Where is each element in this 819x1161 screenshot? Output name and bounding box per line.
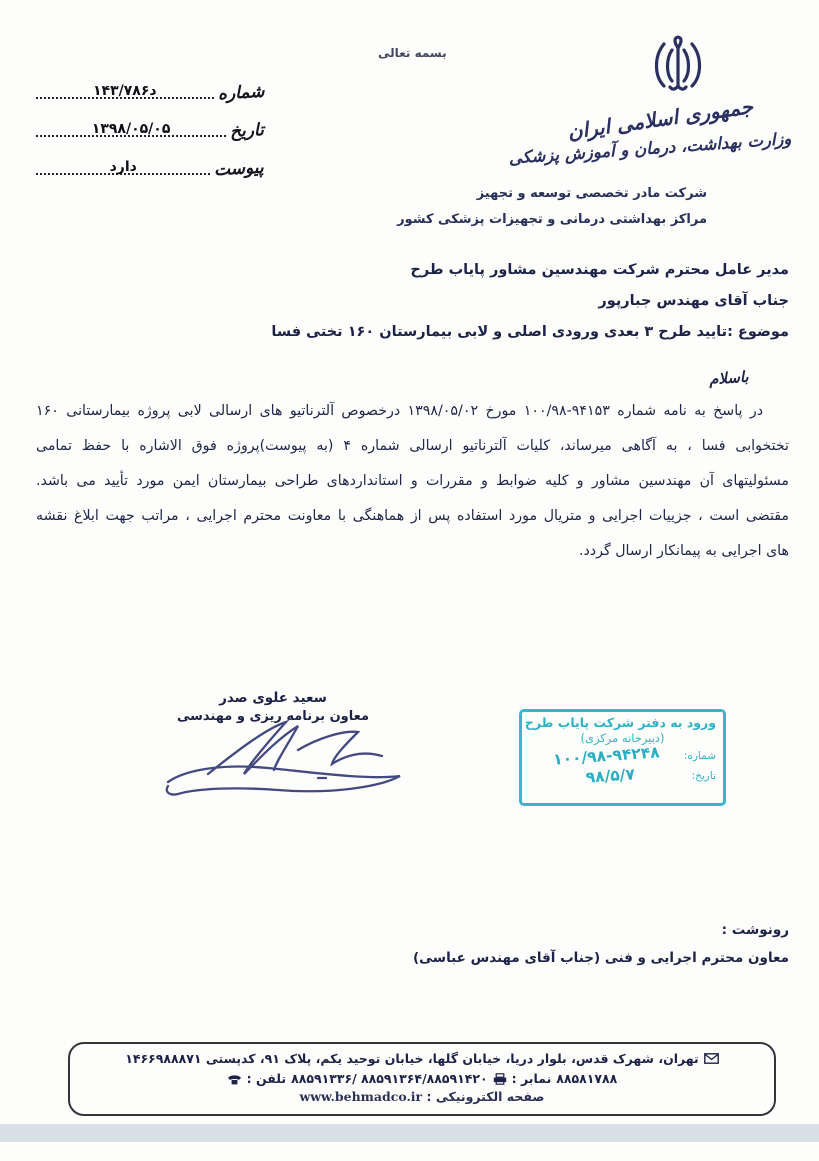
stamp-number-label: شماره: bbox=[683, 750, 716, 762]
org-name-line2: مراکز بهداشتی درمانی و تجهیزات پزشکی کشور bbox=[397, 212, 707, 227]
footer-address-text: تهران، شهرک قدس، بلوار دریا، خیابان گلها، خیابان توحید یکم، پلاک ۹۱، کدپستی ۱۴۶۶۹۸۸۸۷۱ bbox=[125, 1051, 699, 1066]
body-line: مقتضی است ، جزییات اجرایی و متریال مورد استفاده پس از هماهنگی با معاونت محترم اجرایی ، مراتب جهت ابلاغ نقشه bbox=[36, 508, 789, 524]
footer-website-line bbox=[70, 1089, 774, 1104]
footer-phone-numbers: ۸۸۵۹۱۳۳۶/ ۸۸۵۹۱۳۶۴/۸۸۵۹۱۴۲۰ bbox=[291, 1071, 488, 1086]
body-line: تختخوابی فسا ، به آگاهی میرساند، کلیات آلترناتیو ارسالی شماره ۴ (به پیوست)پروژه فوق الاشاره با حفظ تمامی bbox=[36, 438, 789, 454]
ref-number-row bbox=[36, 78, 264, 103]
body-line: مسئولیتهای آن مهندسین مشاور و کلیه ضوابط و مقررات و استانداردهای طراحی بیمارستان ایمن مورد تأیید می باشد. bbox=[36, 473, 789, 489]
bismillah-text: بسمه تعالی bbox=[378, 46, 447, 60]
ref-date-value: ۱۳۹۸/۰۵/۰۵ bbox=[91, 121, 171, 137]
scan-edge-band bbox=[0, 1124, 819, 1142]
stamp-title: ورود به دفتر شرکت پایاب طرح bbox=[524, 715, 716, 730]
salutation-text: باسلام bbox=[708, 367, 750, 389]
iran-emblem-icon bbox=[634, 34, 722, 98]
ref-date-label: تاریخ bbox=[229, 120, 265, 142]
ref-number-leader bbox=[36, 78, 214, 99]
stamp-date-row bbox=[529, 767, 716, 785]
footer-fax-number: ۸۸۵۸۱۷۸۸ bbox=[556, 1071, 618, 1086]
body-line: در پاسخ به نامه شماره ۹۴۱۵۳-۱۰۰/۹۸ مورخ ۱۳۹۸/۰۵/۰۲ درخصوص آلترناتیو های ارسالی لابی پروژه بیمارستانی ۱۶۰ bbox=[36, 403, 764, 419]
subject-line: موضوع :تایید طرح ۳ بعدی ورودی اصلی و لابی بیمارستان ۱۶۰ تختی فسا bbox=[271, 324, 789, 340]
stamp-date-value: ۹۸/۵/۷ bbox=[585, 765, 636, 787]
org-name-line1: شرکت مادر تخصصی توسعه و تجهیز bbox=[476, 186, 707, 201]
stamp-subtitle: (دبیرخانه مرکزی) bbox=[580, 731, 665, 745]
footer-address-line bbox=[70, 1051, 774, 1066]
cc-label: رونوشت : bbox=[721, 922, 789, 938]
footer-phone-label: تلفن : bbox=[246, 1071, 287, 1086]
footer-phone-line bbox=[70, 1071, 774, 1086]
footer-contact-box bbox=[68, 1042, 776, 1116]
ref-attachment-leader bbox=[36, 154, 210, 175]
recipient-line2: جناب آقای مهندس جبارپور bbox=[598, 293, 789, 309]
fax-printer-icon bbox=[493, 1073, 507, 1085]
ref-number-label: شماره bbox=[217, 81, 265, 105]
envelope-icon bbox=[704, 1053, 719, 1064]
ref-date-row bbox=[36, 116, 264, 141]
signatory-title: معاون برنامه ریزی و مهندسی bbox=[176, 709, 370, 724]
recipient-line1: مدیر عامل محترم شرکت مهندسین مشاور پایاب طرح bbox=[410, 262, 789, 278]
gov-calligraphy-line2: وزارت بهداشت، درمان و آموزش پزشکی bbox=[507, 129, 792, 168]
footer-website-url: www.behmadco.ir bbox=[299, 1089, 423, 1104]
ref-attachment-label: پیوست bbox=[213, 157, 265, 181]
body-line: های اجرایی به پیمانکار ارسال گردد. bbox=[578, 543, 789, 559]
handwritten-signature bbox=[148, 716, 448, 804]
stamp-number-value: ۱۰۰/۹۸-۹۴۲۴۸ bbox=[552, 743, 661, 769]
footer-website-label: صفحه الکترونیکی : bbox=[426, 1089, 545, 1104]
receipt-stamp bbox=[519, 709, 726, 806]
ref-number-value: د۱۴۳/۷۸۶ bbox=[93, 83, 157, 99]
gov-calligraphy-line1: جمهوری اسلامی ایران bbox=[566, 94, 755, 144]
phone-icon bbox=[227, 1073, 242, 1085]
ref-attachment-row bbox=[36, 154, 264, 179]
footer-fax-label: نمابر : bbox=[511, 1071, 552, 1086]
signatory-name: سعید علوی صدر bbox=[219, 690, 327, 706]
reference-fields bbox=[36, 78, 264, 192]
ref-attachment-value: دارد bbox=[109, 159, 137, 175]
cc-recipient: معاون محترم اجرایی و فنی (جناب آقای مهندس عباسی) bbox=[412, 950, 789, 966]
stamp-date-label: تاریخ: bbox=[691, 770, 716, 782]
ref-date-leader bbox=[36, 116, 226, 137]
